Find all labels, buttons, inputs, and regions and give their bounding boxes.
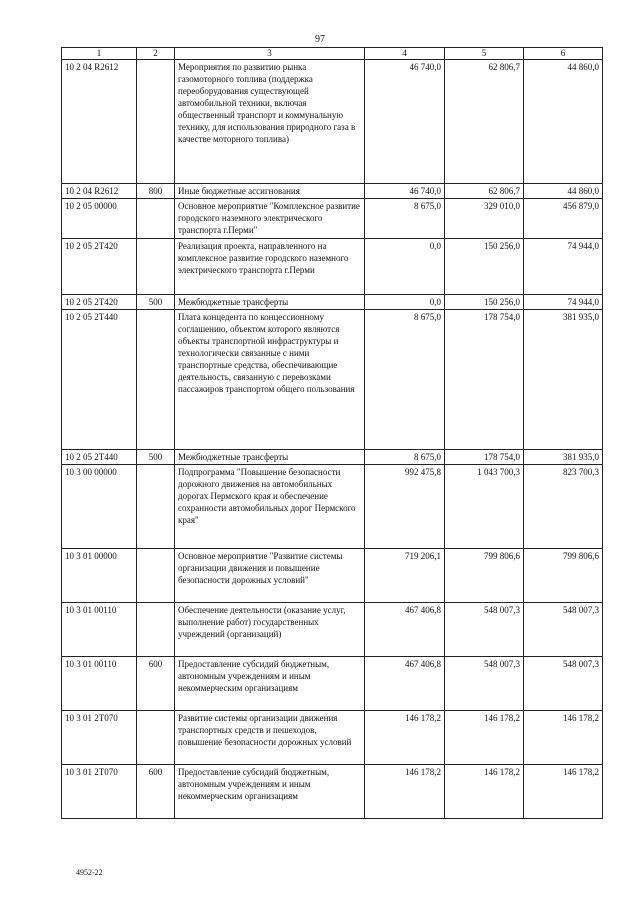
value-cell: 146 178,2 (524, 765, 603, 819)
value-cell: 62 806,7 (445, 184, 524, 199)
code-cell: 10 2 04 R2612 (62, 184, 137, 199)
value-cell: 146 178,2 (445, 711, 524, 765)
value-cell: 74 944,0 (524, 295, 603, 310)
name-cell: Мероприятия по развитию рынка газомоторного топлива (поддержка переоборудования существующей автомобильной техники, включая общественный транспорт и коммунальную технику, для использования природного газа в качестве моторного топлива) (175, 60, 365, 184)
value-cell: 548 007,3 (445, 603, 524, 657)
expense-type-cell: 500 (137, 295, 175, 310)
value-cell: 44 860,0 (524, 60, 603, 184)
value-cell: 44 860,0 (524, 184, 603, 199)
value-cell: 548 007,3 (524, 603, 603, 657)
value-cell: 381 935,0 (524, 450, 603, 465)
expense-type-cell (137, 199, 175, 239)
name-cell: Предоставление субсидий бюджетным, автономным учреждениям и иным некоммерческим организациям (175, 765, 365, 819)
value-cell: 467 406,8 (365, 657, 445, 711)
value-cell: 178 754,0 (445, 310, 524, 450)
expense-type-cell (137, 239, 175, 295)
code-cell: 10 3 00 00000 (62, 465, 137, 549)
code-cell: 10 2 05 00000 (62, 199, 137, 239)
table-row (62, 239, 603, 295)
value-cell: 823 700,3 (524, 465, 603, 549)
value-cell: 46 740,0 (365, 184, 445, 199)
expense-type-cell (137, 310, 175, 450)
value-cell: 467 406,8 (365, 603, 445, 657)
value-cell: 146 178,2 (365, 711, 445, 765)
expense-type-cell (137, 603, 175, 657)
value-cell: 329 010,0 (445, 199, 524, 239)
name-cell: Реализация проекта, направленного на комплексное развитие городского наземного электрического транспорта г.Перми (175, 239, 365, 295)
name-cell: Межбюджетные трансферты (175, 295, 365, 310)
value-cell: 0,0 (365, 239, 445, 295)
expense-type-cell (137, 711, 175, 765)
expense-type-cell (137, 60, 175, 184)
value-cell: 1 043 700,3 (445, 465, 524, 549)
name-cell: Предоставление субсидий бюджетным, автономным учреждениям и иным некоммерческим организациям (175, 657, 365, 711)
name-cell: Развитие системы организации движения транспортных средств и пешеходов, повышение безопасности дорожных условий (175, 711, 365, 765)
expense-type-cell (137, 465, 175, 549)
table-row (62, 60, 603, 184)
expense-type-cell: 800 (137, 184, 175, 199)
name-cell: Подпрограмма "Повышение безопасности дорожного движения на автомобильных дорогах Пермского края и обеспечение сохранности автомобильных дорог Пермского края" (175, 465, 365, 549)
value-cell: 0,0 (365, 295, 445, 310)
header-cell: 1 (62, 48, 137, 60)
table-row (62, 603, 603, 657)
code-cell: 10 2 05 2Т440 (62, 310, 137, 450)
name-cell: Обеспечение деятельности (оказание услуг, выполнение работ) государственных учреждений (организаций) (175, 603, 365, 657)
header-cell: 2 (137, 48, 175, 60)
name-cell: Иные бюджетные ассигнования (175, 184, 365, 199)
code-cell: 10 3 01 00110 (62, 603, 137, 657)
value-cell: 46 740,0 (365, 60, 445, 184)
value-cell: 548 007,3 (445, 657, 524, 711)
value-cell: 8 675,0 (365, 450, 445, 465)
value-cell: 8 675,0 (365, 310, 445, 450)
value-cell: 146 178,2 (445, 765, 524, 819)
code-cell: 10 2 05 2Т440 (62, 450, 137, 465)
value-cell: 456 879,0 (524, 199, 603, 239)
value-cell: 74 944,0 (524, 239, 603, 295)
value-cell: 799 806,6 (445, 549, 524, 603)
table-row (62, 295, 603, 310)
table-row (62, 184, 603, 199)
value-cell: 719 206,1 (365, 549, 445, 603)
value-cell: 8 675,0 (365, 199, 445, 239)
table-row (62, 765, 603, 819)
value-cell: 62 806,7 (445, 60, 524, 184)
code-cell: 10 3 01 2Т070 (62, 711, 137, 765)
expense-type-cell: 600 (137, 765, 175, 819)
header-cell: 4 (365, 48, 445, 60)
value-cell: 548 007,3 (524, 657, 603, 711)
name-cell: Плата концедента по концессионному соглашению, объектом которого являются объекты транспортной инфраструктуры и технологически связанные с ними транспортные средства, обеспечивающие деятельность, связанную с перевозками пассажиров транспортом общего пользования (175, 310, 365, 450)
value-cell: 381 935,0 (524, 310, 603, 450)
table-row (62, 450, 603, 465)
value-cell: 799 806,6 (524, 549, 603, 603)
value-cell: 150 256,0 (445, 295, 524, 310)
code-cell: 10 3 01 00000 (62, 549, 137, 603)
table-row (62, 310, 603, 450)
code-cell: 10 3 01 00110 (62, 657, 137, 711)
budget-table (61, 47, 603, 819)
value-cell: 178 754,0 (445, 450, 524, 465)
name-cell: Основное мероприятие "Комплексное развитие городского наземного электрического транспорта г.Перми" (175, 199, 365, 239)
value-cell: 150 256,0 (445, 239, 524, 295)
name-cell: Основное мероприятие "Развитие системы организации движения и повышение безопасности дорожных условий" (175, 549, 365, 603)
name-cell: Межбюджетные трансферты (175, 450, 365, 465)
header-cell: 6 (524, 48, 603, 60)
value-cell: 146 178,2 (365, 765, 445, 819)
document-code: 4952-22 (76, 868, 103, 877)
expense-type-cell: 500 (137, 450, 175, 465)
code-cell: 10 2 05 2Т420 (62, 239, 137, 295)
header-cell: 3 (175, 48, 365, 60)
page-number: 97 (315, 34, 325, 45)
table-row (62, 549, 603, 603)
code-cell: 10 2 04 R2612 (62, 60, 137, 184)
value-cell: 992 475,8 (365, 465, 445, 549)
table-row (62, 465, 603, 549)
code-cell: 10 2 05 2Т420 (62, 295, 137, 310)
code-cell: 10 3 01 2Т070 (62, 765, 137, 819)
table-row (62, 711, 603, 765)
value-cell: 146 178,2 (524, 711, 603, 765)
header-cell: 5 (445, 48, 524, 60)
table-row (62, 657, 603, 711)
expense-type-cell: 600 (137, 657, 175, 711)
header-row (62, 48, 603, 60)
table-row (62, 199, 603, 239)
expense-type-cell (137, 549, 175, 603)
